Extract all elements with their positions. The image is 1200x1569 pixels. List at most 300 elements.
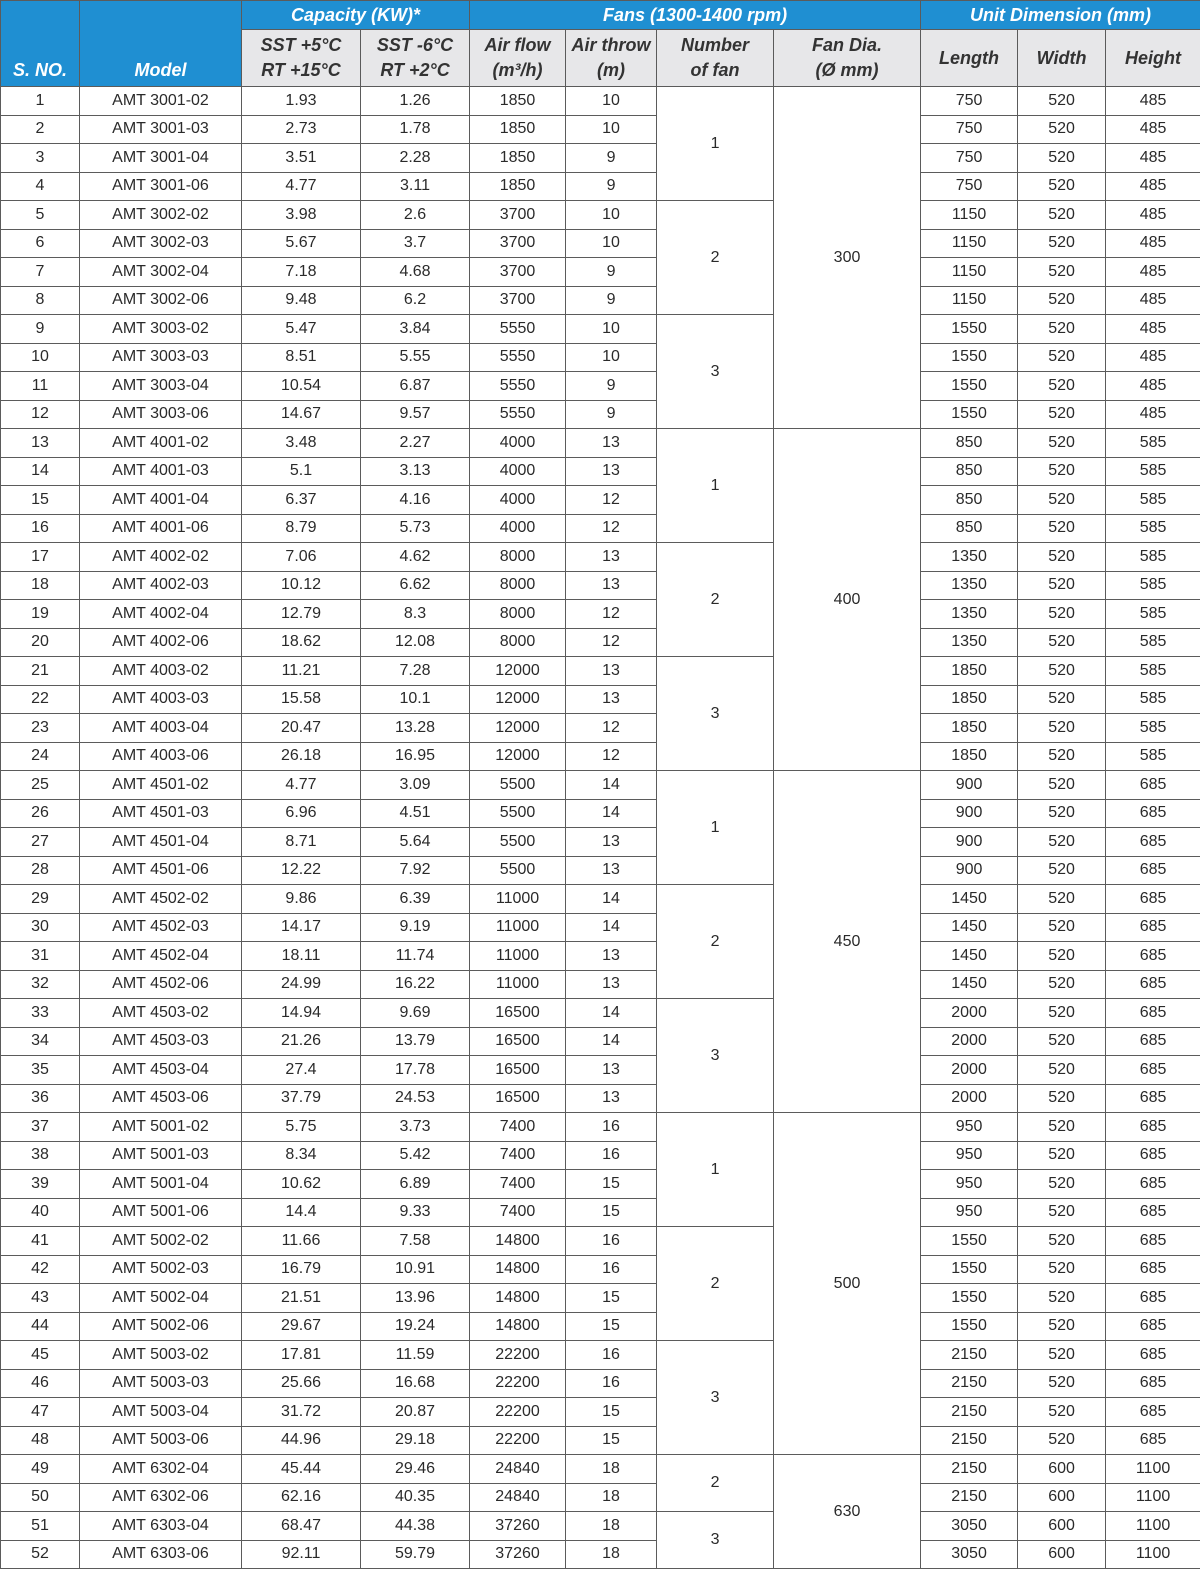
- cell-capacity-sst-plus5: 14.17: [242, 913, 361, 942]
- cell-number-of-fan: 3: [657, 1512, 774, 1569]
- cell-model: AMT 5002-06: [80, 1312, 242, 1341]
- header-number-of-fan: [657, 30, 774, 87]
- cell-height: 485: [1106, 87, 1200, 116]
- table-row: [1, 87, 1200, 116]
- header-line: RT +2°C: [361, 58, 469, 83]
- table-row: [1, 201, 1200, 230]
- cell-air-throw: 13: [566, 1056, 657, 1085]
- cell-sno: 4: [1, 172, 80, 201]
- cell-model: AMT 6302-06: [80, 1483, 242, 1512]
- cell-capacity-sst-minus6: 6.62: [361, 571, 470, 600]
- cell-height: 485: [1106, 144, 1200, 173]
- cell-model: AMT 4503-06: [80, 1084, 242, 1113]
- cell-length: 1850: [921, 742, 1018, 771]
- cell-air-flow: 11000: [470, 942, 566, 971]
- cell-capacity-sst-minus6: 3.84: [361, 315, 470, 344]
- cell-height: 585: [1106, 514, 1200, 543]
- cell-model: AMT 5002-03: [80, 1255, 242, 1284]
- cell-length: 1350: [921, 543, 1018, 572]
- header-line: of fan: [657, 58, 773, 83]
- cell-air-throw: 9: [566, 400, 657, 429]
- cell-model: AMT 4003-04: [80, 714, 242, 743]
- cell-air-throw: 13: [566, 657, 657, 686]
- cell-width: 520: [1018, 1084, 1106, 1113]
- cell-length: 1450: [921, 942, 1018, 971]
- cell-number-of-fan: 2: [657, 1227, 774, 1341]
- cell-sno: 50: [1, 1483, 80, 1512]
- table-row: [1, 571, 1200, 600]
- cell-height: 685: [1106, 942, 1200, 971]
- cell-air-flow: 11000: [470, 885, 566, 914]
- cell-height: 685: [1106, 1084, 1200, 1113]
- cell-air-flow: 3700: [470, 258, 566, 287]
- cell-capacity-sst-plus5: 10.12: [242, 571, 361, 600]
- cell-sno: 49: [1, 1455, 80, 1484]
- cell-capacity-sst-plus5: 20.47: [242, 714, 361, 743]
- cell-height: 685: [1106, 828, 1200, 857]
- header-line: SST -6°C: [361, 33, 469, 58]
- table-row: [1, 115, 1200, 144]
- cell-air-throw: 12: [566, 486, 657, 515]
- cell-air-flow: 3700: [470, 201, 566, 230]
- cell-air-flow: 1850: [470, 144, 566, 173]
- cell-length: 1450: [921, 970, 1018, 999]
- cell-width: 520: [1018, 343, 1106, 372]
- cell-length: 2000: [921, 1084, 1018, 1113]
- cell-air-flow: 22200: [470, 1341, 566, 1370]
- cell-length: 1550: [921, 1312, 1018, 1341]
- cell-capacity-sst-minus6: 13.28: [361, 714, 470, 743]
- cell-height: 685: [1106, 1284, 1200, 1313]
- cell-height: 685: [1106, 1369, 1200, 1398]
- cell-length: 900: [921, 828, 1018, 857]
- cell-width: 520: [1018, 600, 1106, 629]
- cell-width: 520: [1018, 115, 1106, 144]
- cell-width: 520: [1018, 315, 1106, 344]
- cell-capacity-sst-minus6: 16.22: [361, 970, 470, 999]
- cell-length: 1550: [921, 1227, 1018, 1256]
- table-row: [1, 714, 1200, 743]
- cell-width: 520: [1018, 1398, 1106, 1427]
- cell-capacity-sst-minus6: 2.28: [361, 144, 470, 173]
- cell-air-throw: 16: [566, 1141, 657, 1170]
- cell-sno: 12: [1, 400, 80, 429]
- cell-capacity-sst-minus6: 24.53: [361, 1084, 470, 1113]
- table-row: [1, 1455, 1200, 1484]
- cell-sno: 36: [1, 1084, 80, 1113]
- cell-air-throw: 14: [566, 771, 657, 800]
- cell-capacity-sst-plus5: 3.98: [242, 201, 361, 230]
- cell-width: 520: [1018, 486, 1106, 515]
- cell-capacity-sst-minus6: 16.95: [361, 742, 470, 771]
- cell-sno: 38: [1, 1141, 80, 1170]
- cell-sno: 19: [1, 600, 80, 629]
- cell-sno: 17: [1, 543, 80, 572]
- cell-capacity-sst-plus5: 18.62: [242, 628, 361, 657]
- cell-capacity-sst-plus5: 68.47: [242, 1512, 361, 1541]
- cell-capacity-sst-minus6: 5.42: [361, 1141, 470, 1170]
- cell-height: 585: [1106, 600, 1200, 629]
- cell-capacity-sst-minus6: 20.87: [361, 1398, 470, 1427]
- cell-sno: 45: [1, 1341, 80, 1370]
- table-row: [1, 172, 1200, 201]
- table-row: [1, 799, 1200, 828]
- cell-number-of-fan: 3: [657, 1341, 774, 1455]
- cell-air-throw: 14: [566, 799, 657, 828]
- cell-model: AMT 4001-03: [80, 457, 242, 486]
- cell-capacity-sst-plus5: 7.18: [242, 258, 361, 287]
- cell-capacity-sst-minus6: 3.73: [361, 1113, 470, 1142]
- cell-model: AMT 4003-06: [80, 742, 242, 771]
- cell-model: AMT 3003-02: [80, 315, 242, 344]
- cell-capacity-sst-plus5: 10.54: [242, 372, 361, 401]
- cell-air-throw: 10: [566, 87, 657, 116]
- cell-model: AMT 4502-02: [80, 885, 242, 914]
- cell-capacity-sst-minus6: 13.79: [361, 1027, 470, 1056]
- cell-sno: 5: [1, 201, 80, 230]
- cell-air-throw: 18: [566, 1483, 657, 1512]
- cell-height: 1100: [1106, 1540, 1200, 1569]
- table-row: [1, 1483, 1200, 1512]
- cell-air-throw: 12: [566, 628, 657, 657]
- header-sno: S. NO.: [1, 1, 80, 87]
- cell-capacity-sst-minus6: 7.92: [361, 856, 470, 885]
- cell-capacity-sst-minus6: 2.6: [361, 201, 470, 230]
- cell-air-throw: 15: [566, 1198, 657, 1227]
- cell-length: 2150: [921, 1398, 1018, 1427]
- cell-capacity-sst-minus6: 16.68: [361, 1369, 470, 1398]
- cell-air-flow: 8000: [470, 571, 566, 600]
- cell-height: 485: [1106, 400, 1200, 429]
- cell-width: 520: [1018, 571, 1106, 600]
- table-row: [1, 1369, 1200, 1398]
- table-row: [1, 913, 1200, 942]
- cell-height: 685: [1106, 885, 1200, 914]
- cell-air-flow: 1850: [470, 172, 566, 201]
- header-line: (Ø mm): [774, 58, 920, 83]
- cell-fan-diameter: 400: [774, 429, 921, 771]
- cell-model: AMT 5001-02: [80, 1113, 242, 1142]
- table-row: [1, 457, 1200, 486]
- cell-air-throw: 12: [566, 514, 657, 543]
- cell-model: AMT 3002-06: [80, 286, 242, 315]
- cell-air-throw: 13: [566, 856, 657, 885]
- cell-width: 520: [1018, 286, 1106, 315]
- cell-capacity-sst-plus5: 12.22: [242, 856, 361, 885]
- cell-height: 685: [1106, 1141, 1200, 1170]
- cell-height: 685: [1106, 1056, 1200, 1085]
- cell-height: 585: [1106, 742, 1200, 771]
- cell-capacity-sst-minus6: 6.2: [361, 286, 470, 315]
- cell-capacity-sst-minus6: 5.55: [361, 343, 470, 372]
- cell-capacity-sst-minus6: 29.18: [361, 1426, 470, 1455]
- cell-model: AMT 5002-02: [80, 1227, 242, 1256]
- cell-capacity-sst-minus6: 59.79: [361, 1540, 470, 1569]
- cell-capacity-sst-plus5: 15.58: [242, 685, 361, 714]
- cell-air-throw: 13: [566, 828, 657, 857]
- header-model: Model: [80, 1, 242, 87]
- header-line: Fan Dia.: [774, 33, 920, 58]
- table-row: [1, 144, 1200, 173]
- cell-capacity-sst-plus5: 6.96: [242, 799, 361, 828]
- cell-length: 950: [921, 1141, 1018, 1170]
- cell-capacity-sst-plus5: 11.21: [242, 657, 361, 686]
- cell-width: 520: [1018, 1284, 1106, 1313]
- cell-sno: 11: [1, 372, 80, 401]
- cell-air-flow: 24840: [470, 1455, 566, 1484]
- cell-air-flow: 7400: [470, 1198, 566, 1227]
- cell-capacity-sst-plus5: 2.73: [242, 115, 361, 144]
- cell-height: 485: [1106, 115, 1200, 144]
- cell-air-throw: 15: [566, 1426, 657, 1455]
- cell-capacity-sst-plus5: 18.11: [242, 942, 361, 971]
- cell-capacity-sst-minus6: 5.64: [361, 828, 470, 857]
- cell-length: 850: [921, 429, 1018, 458]
- cell-height: 585: [1106, 543, 1200, 572]
- cell-air-flow: 12000: [470, 742, 566, 771]
- cell-capacity-sst-plus5: 6.37: [242, 486, 361, 515]
- cell-length: 1150: [921, 229, 1018, 258]
- cell-capacity-sst-plus5: 25.66: [242, 1369, 361, 1398]
- cell-capacity-sst-plus5: 92.11: [242, 1540, 361, 1569]
- cell-sno: 32: [1, 970, 80, 999]
- cell-capacity-sst-plus5: 14.94: [242, 999, 361, 1028]
- cell-length: 900: [921, 799, 1018, 828]
- cell-fan-diameter: 300: [774, 87, 921, 429]
- table-row: [1, 315, 1200, 344]
- cell-number-of-fan: 3: [657, 657, 774, 771]
- cell-air-throw: 13: [566, 457, 657, 486]
- cell-capacity-sst-plus5: 5.1: [242, 457, 361, 486]
- cell-air-throw: 16: [566, 1369, 657, 1398]
- cell-model: AMT 4001-04: [80, 486, 242, 515]
- cell-sno: 18: [1, 571, 80, 600]
- cell-length: 2150: [921, 1369, 1018, 1398]
- table-row: [1, 657, 1200, 686]
- cell-length: 850: [921, 486, 1018, 515]
- cell-capacity-sst-plus5: 8.79: [242, 514, 361, 543]
- cell-height: 585: [1106, 429, 1200, 458]
- cell-air-flow: 14800: [470, 1227, 566, 1256]
- cell-length: 1550: [921, 1284, 1018, 1313]
- cell-air-flow: 14800: [470, 1255, 566, 1284]
- cell-width: 520: [1018, 856, 1106, 885]
- cell-model: AMT 5001-06: [80, 1198, 242, 1227]
- table-row: [1, 429, 1200, 458]
- cell-air-flow: 37260: [470, 1512, 566, 1541]
- cell-capacity-sst-plus5: 24.99: [242, 970, 361, 999]
- cell-height: 485: [1106, 229, 1200, 258]
- cell-width: 520: [1018, 201, 1106, 230]
- cell-length: 1550: [921, 1255, 1018, 1284]
- cell-model: AMT 4502-04: [80, 942, 242, 971]
- cell-number-of-fan: 3: [657, 315, 774, 429]
- cell-width: 520: [1018, 771, 1106, 800]
- cell-air-flow: 14800: [470, 1312, 566, 1341]
- cell-height: 485: [1106, 172, 1200, 201]
- cell-air-flow: 11000: [470, 913, 566, 942]
- cell-model: AMT 3001-02: [80, 87, 242, 116]
- cell-width: 520: [1018, 372, 1106, 401]
- cell-air-flow: 16500: [470, 1084, 566, 1113]
- header-line: Number: [657, 33, 773, 58]
- cell-capacity-sst-plus5: 5.67: [242, 229, 361, 258]
- cell-air-throw: 18: [566, 1512, 657, 1541]
- cell-air-flow: 16500: [470, 1027, 566, 1056]
- cell-length: 3050: [921, 1540, 1018, 1569]
- cell-capacity-sst-plus5: 1.93: [242, 87, 361, 116]
- cell-capacity-sst-minus6: 9.57: [361, 400, 470, 429]
- cell-model: AMT 3003-06: [80, 400, 242, 429]
- table-row: [1, 343, 1200, 372]
- cell-capacity-sst-minus6: 40.35: [361, 1483, 470, 1512]
- header-line: (m): [566, 58, 656, 83]
- table-row: [1, 1540, 1200, 1569]
- cell-air-flow: 5500: [470, 856, 566, 885]
- table-row: [1, 1284, 1200, 1313]
- cell-air-flow: 4000: [470, 486, 566, 515]
- cell-sno: 7: [1, 258, 80, 287]
- cell-air-throw: 15: [566, 1312, 657, 1341]
- cell-model: AMT 6303-04: [80, 1512, 242, 1541]
- cell-sno: 52: [1, 1540, 80, 1569]
- header-air-throw: [566, 30, 657, 87]
- cell-width: 520: [1018, 1341, 1106, 1370]
- cell-length: 850: [921, 457, 1018, 486]
- cell-model: AMT 4002-06: [80, 628, 242, 657]
- cell-width: 520: [1018, 1056, 1106, 1085]
- cell-number-of-fan: 2: [657, 885, 774, 999]
- cell-air-throw: 12: [566, 600, 657, 629]
- cell-height: 685: [1106, 799, 1200, 828]
- cell-air-flow: 24840: [470, 1483, 566, 1512]
- cell-air-flow: 4000: [470, 514, 566, 543]
- cell-air-throw: 18: [566, 1455, 657, 1484]
- cell-sno: 13: [1, 429, 80, 458]
- cell-air-flow: 1850: [470, 87, 566, 116]
- cell-capacity-sst-plus5: 8.51: [242, 343, 361, 372]
- cell-model: AMT 5001-04: [80, 1170, 242, 1199]
- cell-air-throw: 9: [566, 372, 657, 401]
- cell-number-of-fan: 1: [657, 429, 774, 543]
- cell-length: 3050: [921, 1512, 1018, 1541]
- cell-capacity-sst-plus5: 21.26: [242, 1027, 361, 1056]
- cell-capacity-sst-minus6: 13.96: [361, 1284, 470, 1313]
- table-row: [1, 742, 1200, 771]
- table-row: [1, 970, 1200, 999]
- cell-air-flow: 22200: [470, 1426, 566, 1455]
- cell-air-throw: 12: [566, 714, 657, 743]
- cell-height: 585: [1106, 628, 1200, 657]
- cell-model: AMT 4501-04: [80, 828, 242, 857]
- cell-width: 520: [1018, 172, 1106, 201]
- cell-air-throw: 10: [566, 115, 657, 144]
- cell-width: 520: [1018, 457, 1106, 486]
- cell-width: 600: [1018, 1483, 1106, 1512]
- cell-height: 1100: [1106, 1483, 1200, 1512]
- cell-height: 685: [1106, 1227, 1200, 1256]
- cell-capacity-sst-plus5: 3.48: [242, 429, 361, 458]
- table-row: [1, 999, 1200, 1028]
- cell-width: 520: [1018, 799, 1106, 828]
- cell-capacity-sst-minus6: 7.28: [361, 657, 470, 686]
- cell-air-throw: 18: [566, 1540, 657, 1569]
- cell-height: 685: [1106, 1198, 1200, 1227]
- cell-width: 520: [1018, 714, 1106, 743]
- cell-sno: 47: [1, 1398, 80, 1427]
- cell-air-flow: 16500: [470, 999, 566, 1028]
- cell-capacity-sst-plus5: 31.72: [242, 1398, 361, 1427]
- cell-air-flow: 7400: [470, 1141, 566, 1170]
- cell-height: 685: [1106, 999, 1200, 1028]
- cell-length: 1850: [921, 714, 1018, 743]
- cell-length: 1550: [921, 343, 1018, 372]
- cell-length: 2000: [921, 1027, 1018, 1056]
- table-row: [1, 229, 1200, 258]
- cell-model: AMT 5003-04: [80, 1398, 242, 1427]
- cell-air-throw: 10: [566, 343, 657, 372]
- cell-fan-diameter: 500: [774, 1113, 921, 1455]
- table-row: [1, 543, 1200, 572]
- cell-air-flow: 8000: [470, 600, 566, 629]
- cell-capacity-sst-minus6: 4.68: [361, 258, 470, 287]
- cell-sno: 20: [1, 628, 80, 657]
- cell-capacity-sst-plus5: 8.34: [242, 1141, 361, 1170]
- cell-capacity-sst-minus6: 3.09: [361, 771, 470, 800]
- cell-length: 950: [921, 1113, 1018, 1142]
- cell-model: AMT 5002-04: [80, 1284, 242, 1313]
- table-row: [1, 400, 1200, 429]
- cell-air-throw: 16: [566, 1227, 657, 1256]
- cell-air-flow: 1850: [470, 115, 566, 144]
- table-row: [1, 600, 1200, 629]
- cell-capacity-sst-plus5: 21.51: [242, 1284, 361, 1313]
- cell-length: 1350: [921, 600, 1018, 629]
- cell-height: 485: [1106, 258, 1200, 287]
- table-row: [1, 685, 1200, 714]
- cell-sno: 43: [1, 1284, 80, 1313]
- cell-sno: 41: [1, 1227, 80, 1256]
- cell-model: AMT 3002-03: [80, 229, 242, 258]
- cell-sno: 30: [1, 913, 80, 942]
- cell-air-flow: 8000: [470, 628, 566, 657]
- cell-width: 520: [1018, 429, 1106, 458]
- cell-capacity-sst-plus5: 14.67: [242, 400, 361, 429]
- cell-length: 1350: [921, 571, 1018, 600]
- cell-width: 520: [1018, 1141, 1106, 1170]
- cell-width: 520: [1018, 1113, 1106, 1142]
- cell-capacity-sst-minus6: 5.73: [361, 514, 470, 543]
- cell-capacity-sst-minus6: 3.13: [361, 457, 470, 486]
- cell-capacity-sst-plus5: 8.71: [242, 828, 361, 857]
- cell-sno: 15: [1, 486, 80, 515]
- cell-model: AMT 3002-02: [80, 201, 242, 230]
- header-length: Length: [921, 30, 1018, 87]
- cell-width: 520: [1018, 543, 1106, 572]
- cell-length: 750: [921, 115, 1018, 144]
- cell-capacity-sst-minus6: 11.74: [361, 942, 470, 971]
- cell-air-throw: 14: [566, 913, 657, 942]
- cell-air-throw: 15: [566, 1398, 657, 1427]
- cell-number-of-fan: 1: [657, 87, 774, 201]
- cell-sno: 29: [1, 885, 80, 914]
- cell-capacity-sst-minus6: 9.69: [361, 999, 470, 1028]
- header-capacity-sst-plus5: [242, 30, 361, 87]
- cell-width: 520: [1018, 1426, 1106, 1455]
- cell-width: 520: [1018, 1198, 1106, 1227]
- table-row: [1, 856, 1200, 885]
- table-row: [1, 1312, 1200, 1341]
